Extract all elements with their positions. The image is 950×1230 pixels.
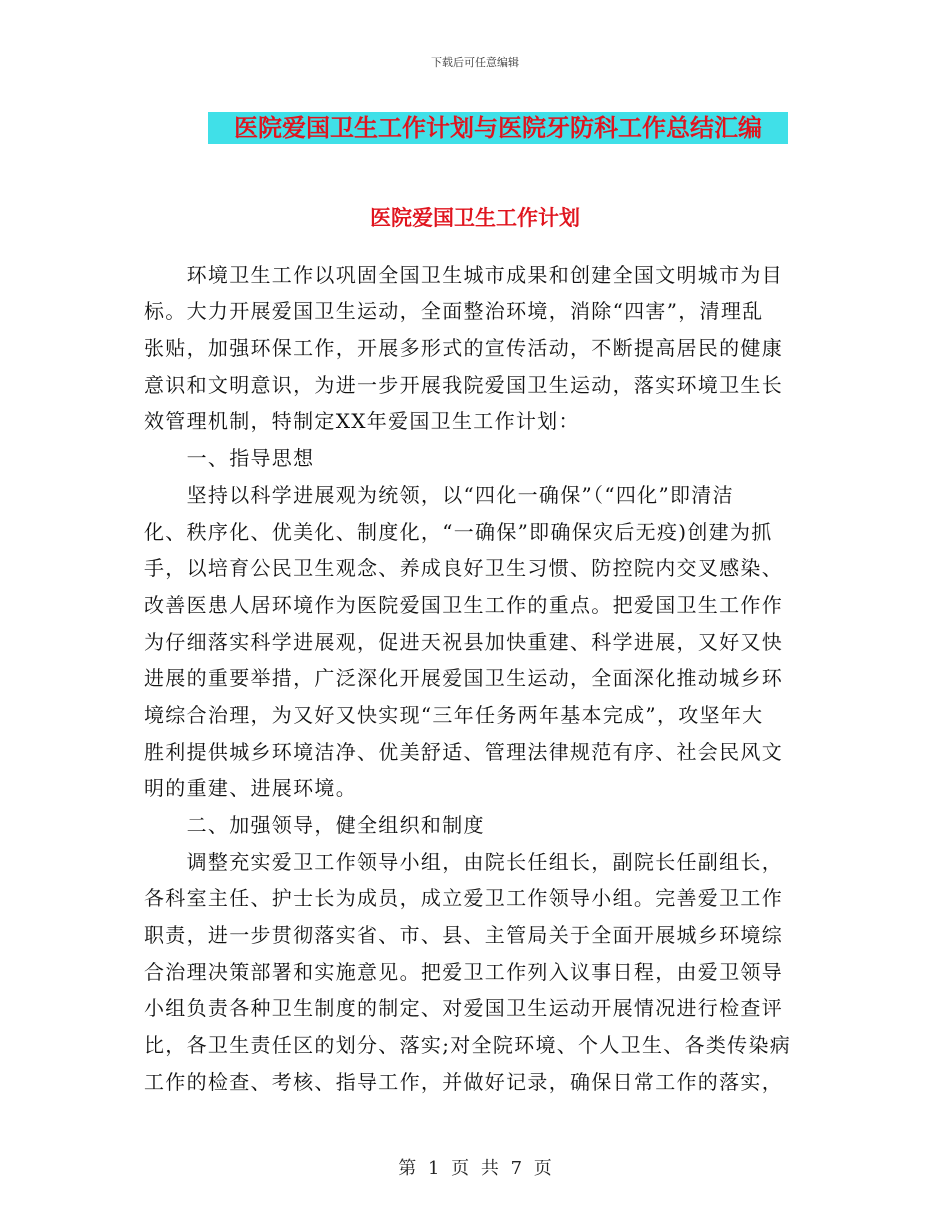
text-line: 合治理决策部署和实施意见。把爱卫工作列入议事日程，由爱卫领导 bbox=[144, 959, 783, 984]
text-line: 明的重建、进展环境。 bbox=[144, 776, 357, 801]
text-line: 为仔细落实科学进展观，促进天祝县加快重建、科学进展，又好又快 bbox=[144, 629, 783, 654]
text-line: 小组负责各种卫生制度的制定、对爱国卫生运动开展情况进行检查评 bbox=[144, 996, 783, 1021]
text-line: 改善医患人居环境作为医院爱国卫生工作的重点。把爱国卫生工作作 bbox=[144, 592, 783, 617]
text-line: 进展的重要举措，广泛深化开展爱国卫生运动，全面深化推动城乡环 bbox=[144, 666, 783, 691]
document-title: 医院爱国卫生工作计划与医院牙防科工作总结汇编 bbox=[208, 112, 788, 144]
text-line: 比，各卫生责任区的划分、落实;对全院环境、个人卫生、各类传染病 bbox=[144, 1033, 792, 1058]
text-line: 化、秩序化、优美化、制度化，“一确保”即确保灾后无疫)创建为抓 bbox=[144, 519, 773, 544]
text-line: 职责，进一步贯彻落实省、市、县、主管局关于全面开展城乡环境综 bbox=[144, 923, 783, 948]
text-line: 意识和文明意识，为进一步开展我院爱国卫生运动，落实环境卫生长 bbox=[144, 372, 783, 397]
text-line: 环境卫生工作以巩固全国卫生城市成果和创建全国文明城市为目 bbox=[144, 262, 783, 287]
page-footer: 第 1 页 共 7 页 bbox=[398, 1158, 552, 1179]
text-line: 坚持以科学进展观为统领，以“四化一确保”（“四化”即清洁 bbox=[144, 482, 734, 507]
heading-line: 一、指导思想 bbox=[144, 446, 315, 471]
text-line: 调整充实爱卫工作领导小组，由院长任组长，副院长任副组长， bbox=[144, 849, 783, 874]
text-line: 手，以培育公民卫生观念、养成良好卫生习惯、防控院内交叉感染、 bbox=[144, 556, 783, 581]
header-note: 下载后可任意编辑 bbox=[431, 56, 519, 69]
text-line: 工作的检查、考核、指导工作，并做好记录，确保日常工作的落实， bbox=[144, 1069, 783, 1094]
text-line: 效管理机制，特制定XX年爱国卫生工作计划： bbox=[144, 409, 580, 434]
section-title: 医院爱国卫生工作计划 bbox=[370, 206, 580, 230]
text-line bbox=[144, 220, 810, 257]
text-line: 境综合治理，为又好又快实现“三年任务两年基本完成”，攻坚年大 bbox=[144, 702, 764, 727]
text-line: 各科室主任、护士长为成员，成立爱卫工作领导小组。完善爱卫工作 bbox=[144, 886, 783, 911]
heading-line: 二、加强领导，健全组织和制度 bbox=[144, 813, 485, 837]
text-line: 胜利提供城乡环境洁净、优美舒适、管理法律规范有序、社会民风文 bbox=[144, 739, 783, 764]
text-line: 标。大力开展爱国卫生运动，全面整治环境，消除“四害”，清理乱 bbox=[144, 299, 764, 324]
text-line: 张贴，加强环保工作，开展多形式的宣传活动，不断提高居民的健康 bbox=[144, 336, 783, 361]
body-text bbox=[144, 220, 810, 1101]
